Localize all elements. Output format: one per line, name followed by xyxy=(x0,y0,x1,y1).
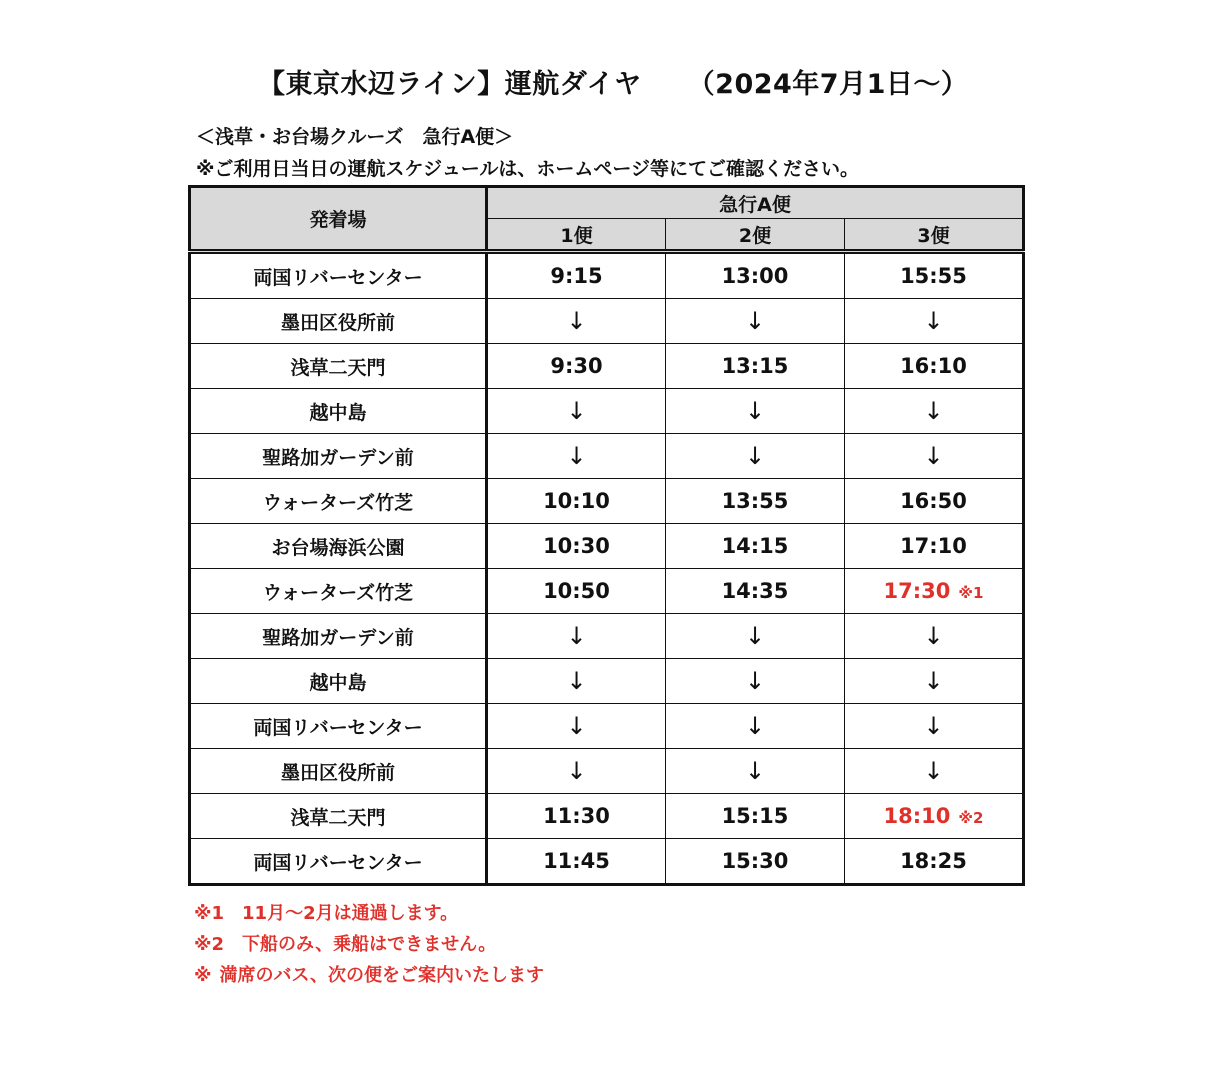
footnote xyxy=(194,898,544,929)
table-row xyxy=(190,839,1024,885)
departure-time xyxy=(666,252,845,299)
departure-time xyxy=(487,704,666,749)
stop-name: 浅草二天門 xyxy=(190,344,487,389)
table-row xyxy=(190,479,1024,524)
table-row xyxy=(190,299,1024,344)
departure-time xyxy=(845,434,1024,479)
stop-name: 両国リバーセンター xyxy=(190,252,487,299)
time-value: 14:35 xyxy=(721,579,789,603)
stop-name: ウォーターズ竹芝 xyxy=(190,479,487,524)
table-row xyxy=(190,794,1024,839)
pass-arrow: ↓ xyxy=(744,667,766,695)
pass-arrow: ↓ xyxy=(744,307,766,335)
footnote-ref: ※1 xyxy=(958,584,984,602)
departure-time xyxy=(487,299,666,344)
pass-arrow: ↓ xyxy=(923,307,944,335)
stop-name: 浅草二天門 xyxy=(190,794,487,839)
departure-time xyxy=(487,344,666,389)
time-value: 11:45 xyxy=(543,849,610,873)
time-value: 15:55 xyxy=(900,264,967,288)
title-main: 【東京水辺ライン】運航ダイヤ xyxy=(258,69,642,100)
departure-time xyxy=(845,614,1024,659)
table-row xyxy=(190,614,1024,659)
time-value: 10:30 xyxy=(543,534,610,558)
pass-arrow: ↓ xyxy=(744,442,766,470)
time-value: 18:25 xyxy=(900,849,967,873)
footnote-mark: ※2 xyxy=(194,934,225,955)
stop-name: 聖路加ガーデン前 xyxy=(190,614,487,659)
stop-name: 両国リバーセンター xyxy=(190,704,487,749)
departure-time xyxy=(666,839,845,885)
time-value: 10:10 xyxy=(543,489,610,513)
table-row xyxy=(190,659,1024,704)
time-value: 16:10 xyxy=(900,354,967,378)
departure-time xyxy=(666,659,845,704)
footnote-ref: ※2 xyxy=(958,809,984,827)
time-value: 11:30 xyxy=(543,804,610,828)
footnote-mark: ※1 xyxy=(194,903,225,924)
departure-time xyxy=(666,299,845,344)
departure-time xyxy=(666,749,845,794)
pass-arrow: ↓ xyxy=(566,622,587,650)
time-value: 13:15 xyxy=(721,354,789,378)
time-value: 9:15 xyxy=(550,264,603,288)
departure-time xyxy=(845,569,1024,614)
time-value: 13:55 xyxy=(721,489,789,513)
departure-time xyxy=(487,839,666,885)
table-row xyxy=(190,252,1024,299)
departure-time xyxy=(666,794,845,839)
departure-time xyxy=(487,794,666,839)
departure-time xyxy=(845,839,1024,885)
time-value: 9:30 xyxy=(550,354,603,378)
departure-time xyxy=(666,524,845,569)
pass-arrow: ↓ xyxy=(923,757,944,785)
footnote-text: 満席のバス、次の便をご案内いたします xyxy=(219,965,545,986)
pass-arrow: ↓ xyxy=(566,397,587,425)
departure-time xyxy=(487,479,666,524)
pass-arrow: ↓ xyxy=(923,397,944,425)
departure-time xyxy=(845,252,1024,299)
timetable xyxy=(188,185,1025,886)
trip-header: 3便 xyxy=(845,219,1024,252)
departure-time xyxy=(487,569,666,614)
departure-time xyxy=(666,479,845,524)
time-value: 17:30 xyxy=(883,579,951,603)
departure-time xyxy=(666,389,845,434)
pass-arrow: ↓ xyxy=(566,667,587,695)
pass-arrow: ↓ xyxy=(923,622,944,650)
departure-time xyxy=(487,749,666,794)
footnote-text: 11月～2月は通過します。 xyxy=(242,903,459,924)
stop-name: 越中島 xyxy=(190,659,487,704)
departure-time xyxy=(487,252,666,299)
stop-name: ウォーターズ竹芝 xyxy=(190,569,487,614)
time-value: 10:50 xyxy=(543,579,610,603)
stop-name: 両国リバーセンター xyxy=(190,839,487,885)
departure-time xyxy=(666,614,845,659)
departure-time xyxy=(487,659,666,704)
pass-arrow: ↓ xyxy=(923,667,944,695)
departure-time xyxy=(845,524,1024,569)
departure-time xyxy=(845,794,1024,839)
trip-header: 2便 xyxy=(666,219,845,252)
time-value: 15:30 xyxy=(721,849,789,873)
title-date: （2024年7月1日～） xyxy=(687,69,969,100)
trip-header: 1便 xyxy=(487,219,666,252)
pass-arrow: ↓ xyxy=(744,622,766,650)
table-row xyxy=(190,434,1024,479)
table-row xyxy=(190,704,1024,749)
pass-arrow: ↓ xyxy=(744,712,766,740)
stop-name: 越中島 xyxy=(190,389,487,434)
stop-name: お台場海浜公園 xyxy=(190,524,487,569)
route-subtitle: ＜浅草・お台場クルーズ 急行A便＞ xyxy=(196,126,514,148)
time-value: 15:15 xyxy=(721,804,789,828)
stop-name: 墨田区役所前 xyxy=(190,749,487,794)
departure-time xyxy=(666,704,845,749)
departure-time xyxy=(666,569,845,614)
footnote xyxy=(194,929,544,960)
pass-arrow: ↓ xyxy=(566,442,587,470)
departure-time xyxy=(487,614,666,659)
page-title xyxy=(258,62,968,101)
time-value: 17:10 xyxy=(900,534,967,558)
departure-time xyxy=(845,479,1024,524)
time-value: 16:50 xyxy=(900,489,967,513)
footnotes xyxy=(194,898,544,991)
departure-time xyxy=(845,389,1024,434)
footnote-text: 下船のみ、乗船はできません。 xyxy=(242,934,497,955)
departure-time xyxy=(666,344,845,389)
pass-arrow: ↓ xyxy=(744,397,766,425)
service-group-header: 急行A便 xyxy=(487,187,1024,219)
time-value: 18:10 xyxy=(883,804,951,828)
departure-time xyxy=(845,704,1024,749)
departure-time xyxy=(487,524,666,569)
departure-time xyxy=(845,344,1024,389)
departure-time xyxy=(487,434,666,479)
departure-time xyxy=(487,389,666,434)
departure-time xyxy=(666,434,845,479)
schedule-notice: ※ご利用日当日の運航スケジュールは、ホームページ等にてご確認ください。 xyxy=(196,158,859,180)
pass-arrow: ↓ xyxy=(566,757,587,785)
time-value: 13:00 xyxy=(721,264,789,288)
pass-arrow: ↓ xyxy=(923,712,944,740)
pass-arrow: ↓ xyxy=(566,712,587,740)
stop-name: 聖路加ガーデン前 xyxy=(190,434,487,479)
table-row xyxy=(190,749,1024,794)
table-row xyxy=(190,569,1024,614)
table-row xyxy=(190,344,1024,389)
pass-arrow: ↓ xyxy=(566,307,587,335)
table-row xyxy=(190,389,1024,434)
time-value: 14:15 xyxy=(721,534,789,558)
stop-name: 墨田区役所前 xyxy=(190,299,487,344)
pass-arrow: ↓ xyxy=(744,757,766,785)
departure-time xyxy=(845,299,1024,344)
footnote xyxy=(194,960,544,991)
table-row xyxy=(190,524,1024,569)
pass-arrow: ↓ xyxy=(923,442,944,470)
footnote-mark: ※ xyxy=(194,965,212,986)
stop-column-header: 発着場 xyxy=(190,187,487,252)
departure-time xyxy=(845,659,1024,704)
departure-time xyxy=(845,749,1024,794)
